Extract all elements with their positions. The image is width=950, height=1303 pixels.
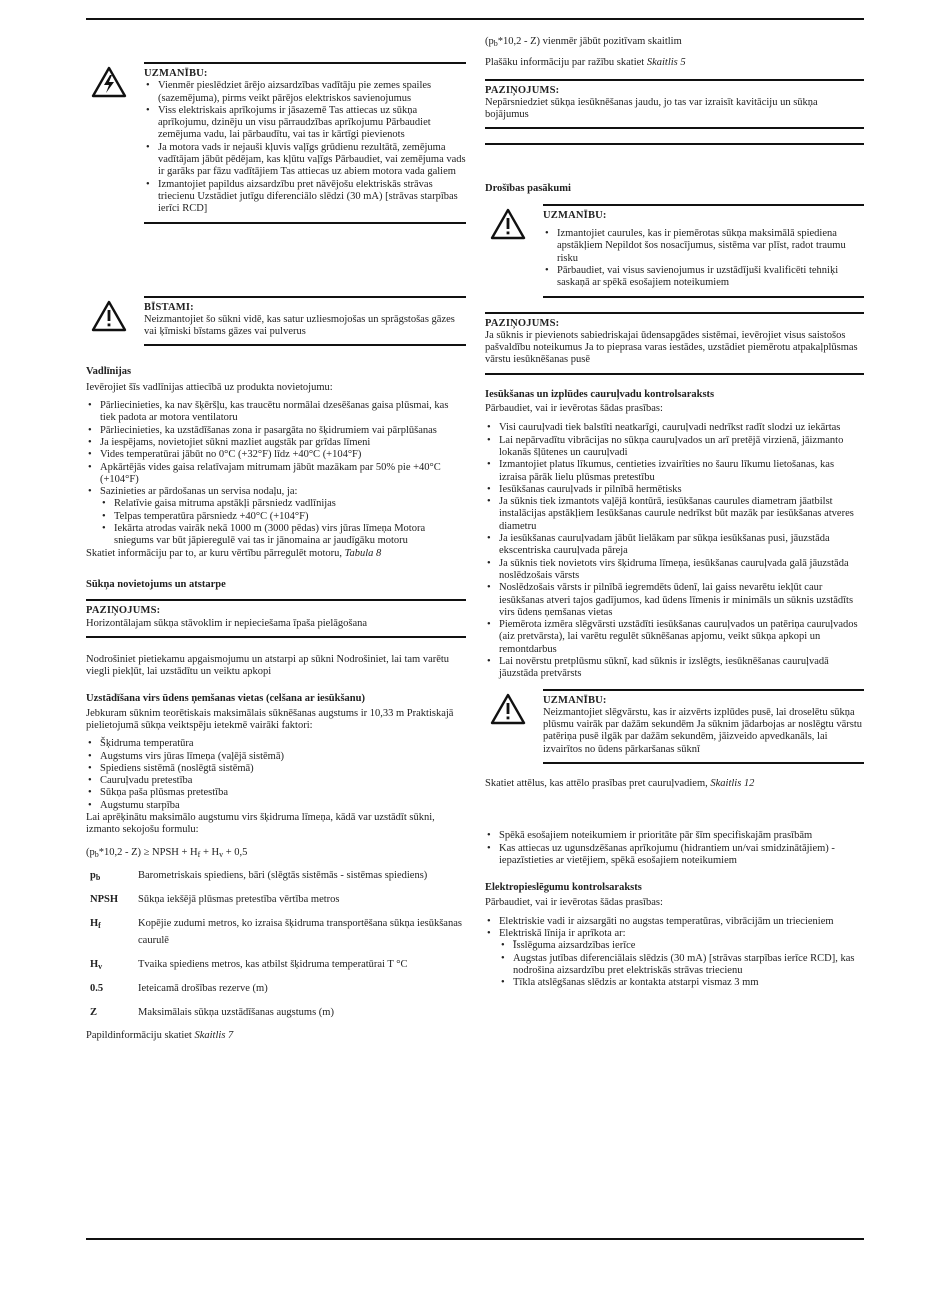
figure-link: Skaitlis 7 xyxy=(194,1029,234,1041)
notice-text: Nepārsniedziet sūkņa iesūknēšanas jaudu, jo tas var izraisīt kavitāciju un sūkņa bojājumus xyxy=(485,96,818,121)
top-rule xyxy=(86,18,864,20)
legend-row xyxy=(86,978,466,1002)
legend-sub: b xyxy=(95,872,101,882)
warning-title: UZMANĪBU: xyxy=(543,694,607,706)
warning-title: UZMANĪBU: xyxy=(543,209,607,221)
list-item: • Spiediens sistēmā (noslēgtā sistēmā) xyxy=(86,763,466,775)
legend-row xyxy=(86,954,466,978)
formula xyxy=(86,847,466,859)
sub-list xyxy=(100,498,466,547)
list-item: • Ja iespējams, novietojiet sūkni mazliet augstāk par grīdas līmeni xyxy=(86,437,466,449)
formula-part: + 0,5 xyxy=(223,846,248,858)
suction-heading: Uzstādīšana virs ūdens ņemšanas vietas (celšana ar iesūkšanu) xyxy=(86,693,365,705)
formula-part: *10,2 - Z) vienmēr jābūt pozitīvam skaitlim xyxy=(497,36,682,47)
reference-text: Skatiet attēlus, kas attēlo prasības pret cauruļvadiem, xyxy=(485,778,711,790)
reference-text: Skatiet informāciju par to, ar kuru vērtību pārregulēt motoru, xyxy=(86,547,345,559)
legend-sub: v xyxy=(98,961,103,971)
sub-list-item: • Iekārta atrodas vairāk nekā 1000 m (3000 pēdas) virs jūras līmeņa Motora sniegums var būt jāpieregulē vai tas ir jānomaina ar jaudīgāku motoru xyxy=(100,523,466,548)
list-item: • Izmantojiet platus līkumus, centieties izvairīties no šauru līkumu lietošanas, kas izraisa pārāk lielu plūsmas pretestību xyxy=(485,459,864,484)
legend-symbol: p xyxy=(90,869,96,881)
legend-symbol: H xyxy=(90,917,99,929)
legend-desc: Tvaika spiediens metros, kas atbilst šķidruma temperatūrai T °C xyxy=(138,958,408,970)
formula-part: *10,2 - Z) ≥ NPSH + H xyxy=(98,846,198,858)
right-column xyxy=(485,36,864,990)
list-item: • Lai novērstu pretplūsmu sūknī, kad sūknis ir izslēgts, iesūknēšanas cauruļvadā jāuzstāda pretvārsts xyxy=(485,656,864,681)
legend-key xyxy=(86,1002,138,1026)
pipes-figure-reference xyxy=(485,778,864,790)
danger-title: BĪSTAMI: xyxy=(144,301,194,313)
guidelines-heading: Vadlīnijas xyxy=(86,366,132,378)
figure-reference xyxy=(86,1030,466,1042)
electric-hazard-icon xyxy=(91,66,127,98)
legend-row xyxy=(86,889,466,913)
formula-legend xyxy=(86,865,466,1026)
list-item: • Ja iesūkšanas cauruļvadam jābūt lielākam par sūkņa iesūkšanas pusi, jāuzstāda ekscentriska cauruļvada pāreja xyxy=(485,533,864,558)
warning-list xyxy=(144,80,466,215)
legend-desc: Maksimālais sūkņa uzstādīšanas augstums (m) xyxy=(138,1006,334,1018)
legend-desc: Kopējie zudumi metros, ko izraisa šķidruma transportēšana sūkņa iesūkšanas caurulē xyxy=(138,917,462,946)
list-item: • Viss elektriskais aprīkojums ir jāsazemē Tas attiecas uz sūkņa aprīkojumu, dzinēju un visu pārraudzības aprīkojumu Pārbaudiet zemējuma vadu, lai pārbaudītu, vai tas ir kārtīgi pievienots xyxy=(144,105,466,142)
list-item: • Spēkā esošajiem noteikumiem ir prioritāte pār šīm specifiskajām prasībām xyxy=(485,830,864,842)
safety-warning xyxy=(485,204,864,298)
electric-heading: Elektropieslēgumu kontrolsaraksts xyxy=(485,882,642,894)
formula-sub: b xyxy=(94,849,99,859)
sub-list-item: • Relatīvie gaisa mitruma apstākļi pārsniedz vadlīnijas xyxy=(100,498,466,510)
legend-symbol: Z xyxy=(90,1006,98,1018)
legend-key xyxy=(86,978,138,1002)
left-column xyxy=(86,40,466,1042)
suction-intro: Jebkuram sūknim teorētiskais maksimālais sūknēšanas augstums ir 10,33 m Praktiskajā pielietojumā sūkņa veiktspēju ietekmē vairāki faktori: xyxy=(86,707,454,731)
guidelines-list xyxy=(86,400,466,548)
cavitation-notice xyxy=(485,79,864,130)
legend-desc: Ieteicamā drošības rezerve (m) xyxy=(138,982,268,994)
formula-sub: f xyxy=(197,849,201,859)
list-item: • Piemērota izmēra slēgvārsti uzstādīti iesūkšanas cauruļvados un patēriņa cauruļvados (aiz pretvārsta), lai varētu regulēt sūknēšanas apjomu, veikt sūkņa apkopi un remontdarbus xyxy=(485,619,864,656)
legend-row xyxy=(86,913,466,954)
list-item-text: Elektriskā līnija ir aprīkota ar: xyxy=(499,928,626,940)
list-item: • Noslēdzošais vārsts ir pilnībā iegremdēts ūdenī, lai gaiss nevarētu iekļūt caur iesūkšanas atveri tajos gadījumos, kad ūdens līmenis ir minimāls un sūknis uzstādīts virs ūdens ņemšanas vietas xyxy=(485,582,864,619)
figure-link: Skaitlis 5 xyxy=(646,57,686,69)
pipes-intro: Pārbaudiet, vai ir ievērotas šādas prasības: xyxy=(485,403,663,415)
list-item: • Augstumu starpība xyxy=(86,800,466,812)
list-item: • Apkārtējās vides gaisa relatīvajam mitrumam jābūt mazākam par 50% pie +40°C (+104°F) xyxy=(86,462,466,487)
list-item: • Cauruļvadu pretestība xyxy=(86,775,466,787)
list-item: • Pārbaudiet, vai visus savienojumus ir uzstādījuši kvalificēti tehniķi saskaņā ar spēkā esošajiem noteikumiem xyxy=(543,265,864,290)
sub-list-item: • Telpas temperatūra pārsniedz +40°C (+104°F) xyxy=(100,511,466,523)
list-item: • Izmantojiet caurules, kas ir piemērotas sūkņa maksimālā spiediena apstākļiem Nepildot šos nosacījumus, sistēma var plīst, radot traumu risku xyxy=(543,228,864,265)
legend-symbol: H xyxy=(90,958,99,970)
exclamation-triangle-icon xyxy=(490,208,526,240)
reference-text: Plašāku informāciju par ražību skatiet xyxy=(485,57,647,69)
valve-warning xyxy=(485,689,864,764)
placement-text: Nodrošiniet pietiekamu apgaismojumu un atstarpi ap sūkni Nodrošiniet, lai tam varētu viegli piekļūt, lai uzstādītu un veiktu apkopi xyxy=(86,653,450,678)
formula-note xyxy=(485,36,864,48)
legend-desc: Barometriskais spiediens, bāri (slēgtās sistēmās - sistēmas spiediens) xyxy=(138,869,428,881)
legend-sub: f xyxy=(98,920,101,930)
pipes-list xyxy=(485,422,864,680)
notice-title: PAZIŅOJUMS: xyxy=(86,605,161,617)
figure-link: Skaitlis 12 xyxy=(710,778,755,790)
list-item: • Šķidruma temperatūra xyxy=(86,738,466,750)
legend-key xyxy=(86,865,138,889)
notice-text: Horizontālajam sūkņa stāvoklim ir nepieciešama īpaša pielāgošana xyxy=(86,617,368,629)
sub-list-item: • Tīkla atslēgšanas slēdzis ar kontakta atstarpi vismaz 3 mm xyxy=(499,977,864,989)
formula-intro: Lai aprēķinātu maksimālo augstumu virs šķidruma līmeņa, kādā var uzstādīt sūkni, izmanto sekojošu formulu: xyxy=(86,812,435,836)
electric-list xyxy=(485,916,864,990)
list-item: • Vides temperatūrai jābūt no 0°C (+32°F) līdz +40°C (+104°F) xyxy=(86,449,466,461)
list-item: • Pārliecinieties, ka nav šķēršļu, kas traucētu normālai dzesēšanas gaisa plūsmai, kas tiek padota ar motora ventilatoru xyxy=(86,400,466,425)
list-item: • Augstums virs jūras līmeņa (vaļējā sistēmā) xyxy=(86,751,466,763)
list-item: • Visi cauruļvadi tiek balstīti neatkarīgi, cauruļvadi nedrīkst radīt slodzi uz iekārtas xyxy=(485,422,864,434)
pipes-heading: Iesūkšanas un izplūdes cauruļvadu kontrolsaraksts xyxy=(485,388,715,400)
legend-desc: Sūkņa iekšējā plūsmas pretestība vērtība metros xyxy=(138,893,340,905)
list-item xyxy=(86,486,466,547)
list-item: • Pārliecinieties, ka uzstādīšanas zona ir pasargāta no šķidrumiem vai pārplūšanas xyxy=(86,425,466,437)
formula-part: (p xyxy=(485,36,494,47)
guidelines-intro: Ievērojiet šīs vadlīnijas attiecībā uz produkta novietojumu: xyxy=(86,381,333,393)
danger-warning xyxy=(86,296,466,347)
warning-list xyxy=(543,228,864,289)
formula-part: (p xyxy=(86,846,95,858)
sub-list-item: • Augstas jutības diferenciālais slēdzis (30 mA) [strāvas starpības ierīce RCD], kas nodrošina aizsardzību pret elektriskās strāvas triecienu xyxy=(499,953,864,978)
list-item: • Kas attiecas uz ugunsdzēšanas aprīkojumu (hidrantiem un/vai smidzinātājiem) - iepazīstieties ar vietējiem, spēkā esošajiem noteikumiem xyxy=(485,843,864,868)
warning-title: UZMANĪBU: xyxy=(144,68,208,79)
list-item: • Lai nepārvadītu vibrācijas no sūkņa cauruļvados un arī pretējā virzienā, jāizmanto lokanās šļūtenes un cauruļvadi xyxy=(485,435,864,460)
notice-text: Ja sūknis ir pievienots sabiedriskajai ūdensapgādes sistēmai, ievērojiet visus saistošos pašvaldību noteikumus Ja to pieprasa varas iestādes, uzstādiet piemērotu atpakaļplūsmas vārstu iesūknēšanas pusē xyxy=(485,329,858,366)
legend-row xyxy=(86,1002,466,1026)
notice-title: PAZIŅOJUMS: xyxy=(485,317,560,329)
sub-list xyxy=(499,940,864,989)
exclamation-triangle-icon xyxy=(490,693,526,725)
formula-part: + H xyxy=(200,846,220,858)
electric-intro: Pārbaudiet, vai ir ievērotas šādas prasības: xyxy=(485,896,663,908)
danger-text: Neizmantojiet šo sūkni vidē, kas satur uzliesmojošas un sprāgstošas gāzes vai ķīmiski bīstams gāzes vai pulverus xyxy=(144,313,455,338)
electrical-warning xyxy=(86,62,466,224)
placement-notice xyxy=(86,599,466,638)
legend-key xyxy=(86,954,138,978)
sub-list-item: • Īsslēguma aizsardzības ierīce xyxy=(499,940,864,952)
factors-list xyxy=(86,738,466,812)
list-item: • Ja sūknis tiek izmantots vaļējā kontūrā, iesūkšanas caurules diametram jāatbilst instalācijas apstākļiem Iesūkšanas caurule nedrīkst būt mazāk par iesūkšanas atveres diametru xyxy=(485,496,864,533)
list-item: • Izmantojiet papildus aizsardzību pret nāvējošu elektriskās strāvas triecienu Uzstādiet jutīgu diferenciālo slēdzi (30 mA) [strāvas starpības ierīci RCD] xyxy=(144,179,466,216)
performance-reference xyxy=(485,57,864,69)
legend-row xyxy=(86,865,466,889)
formula-sub: v xyxy=(219,849,224,859)
warning-text: Neizmantojiet slēgvārstu, kas ir aizvērts izplūdes pusē, lai droselētu sūkņa plūsmu vairāk par dažām sekundēm Ja sūknim jādarbojas ar noslēgtu vārstu patēriņa pusē ilgāk par dažām sekundēm, jāizveido apvedkanāls, lai izvairītos no ūdens pārkaršanas sūknī xyxy=(543,706,862,755)
list-item-text: Sazinieties ar pārdošanas un servisa nodaļu, ja: xyxy=(100,486,298,498)
regulations-list xyxy=(485,830,864,867)
table-reference: Tabula 8 xyxy=(344,547,382,559)
list-item: • Sūkņa paša plūsmas pretestība xyxy=(86,787,466,799)
section-divider xyxy=(485,143,864,145)
list-item: • Vienmēr pieslēdziet ārējo aizsardzības vadītāju pie zemes spailes (sazemējuma), pirms veikt pārējos elektriskos savienojumus xyxy=(144,80,466,105)
public-water-notice xyxy=(485,312,864,375)
list-item: • Ja motora vads ir nejauši kļuvis vaļīgs grūdienu rezultātā, zemējuma vadītājam jābūt pēdējam, kas kļūtu vaļīgs Pārbaudiet, vai zemējuma vads ir garāks par fāzu vadītājiem Tas attiecas uz abiem motora vada galiem xyxy=(144,142,466,179)
list-item: • Elektriskie vadi ir aizsargāti no augstas temperatūras, vibrācijām un triecieniem xyxy=(485,916,864,928)
reference-text: Papildinformāciju skatiet xyxy=(86,1029,195,1041)
legend-key xyxy=(86,889,138,913)
legend-key xyxy=(86,913,138,954)
safety-heading: Drošības pasākumi xyxy=(485,183,571,195)
legend-symbol: 0.5 xyxy=(90,982,104,994)
bottom-rule xyxy=(86,1238,864,1240)
formula-sub: b xyxy=(493,39,498,48)
list-item xyxy=(485,928,864,989)
placement-heading: Sūkņa novietojums un atstarpe xyxy=(86,578,226,590)
list-item: • Ja sūknis tiek novietots virs šķidruma līmeņa, iesūkšanas cauruļvada galā jāuzstāda noslēdzošais vārsts xyxy=(485,558,864,583)
list-item: • Iesūkšanas cauruļvads ir pilnībā hermētisks xyxy=(485,484,864,496)
motor-reference xyxy=(86,548,466,560)
notice-title: PAZIŅOJUMS: xyxy=(485,84,560,96)
exclamation-triangle-icon xyxy=(91,300,127,332)
legend-symbol: NPSH xyxy=(90,893,119,905)
